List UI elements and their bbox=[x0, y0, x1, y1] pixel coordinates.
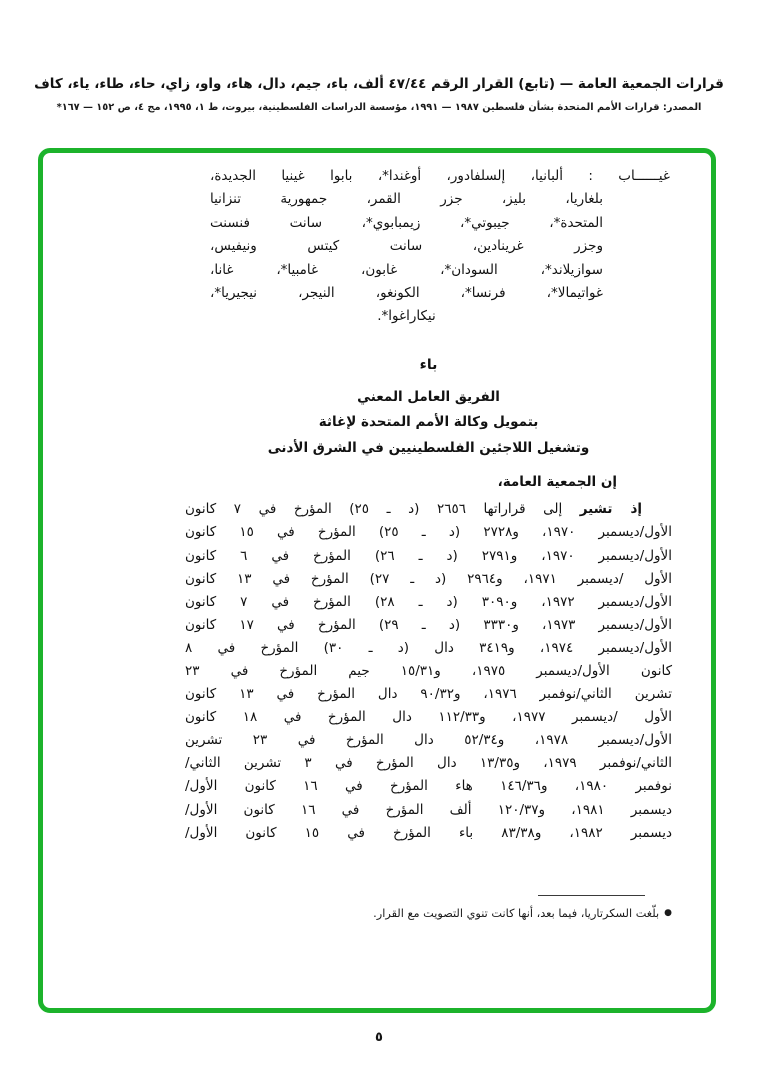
recital-line: تشرين الثاني/نوفمبر ١٩٧٦، و٩٠/٣٢ دال المؤرخ في ١٣ كانون bbox=[185, 686, 672, 703]
absent-list-line: بلغاريا، بليز، جزر القمر، جمهورية تنزانيا bbox=[210, 191, 603, 208]
recital-line: الأول/ديسمبر ١٩٧٣، و٣٣٣٠ (د ـ ٢٩) المؤرخ في ١٧ كانون bbox=[185, 616, 672, 633]
absent-list-line: المتحدة*، جيبوتي*، زيمبابوي*، سانت فنسنت bbox=[210, 214, 603, 231]
assembly-opening-phrase: إن الجمعية العامة، bbox=[497, 474, 617, 491]
absent-list-line: وجزر غرينادين، سانت كيتس ونيفيس، bbox=[210, 238, 603, 255]
footnote-text: بلّغت السكرتاريا، فيما بعد، أنها كانت تنوي التصويت مع القرار. bbox=[373, 906, 660, 920]
recital-line: كانون الأول/ديسمبر ١٩٧٥، و١٥/٣١ جيم المؤرخ في ٢٣ bbox=[185, 663, 673, 679]
absent-list-line: نيكاراغوا*. bbox=[377, 308, 436, 325]
recital-line: الثاني/نوفمبر ١٩٧٩، و١٣/٣٥ دال المؤرخ في ٣ تشرين الثاني/ bbox=[185, 755, 672, 772]
absent-list-line: غواتيمالا*، فرنسا*، الكونغو، النيجر، نيجيريا*، bbox=[210, 285, 603, 302]
footnote bbox=[185, 905, 672, 923]
recital-line: الأول/ديسمبر ١٩٧٠، و٢٧٢٨ (د ـ ٢٥) المؤرخ في ١٥ كانون bbox=[185, 524, 672, 541]
recital-line: الأول/ديسمبر ١٩٧٤، و٣٤١٩ دال (د ـ ٣٠) المؤرخ في ٨ bbox=[185, 639, 672, 656]
footnote-bullet-icon: ● bbox=[664, 908, 672, 919]
working-group-title-line: وتشغيل اللاجئين الفلسطينيين في الشرق الأدنى bbox=[267, 439, 590, 456]
document-header-title: قرارات الجمعية العامة — (تابع) القرار الرقم ٤٧/٤٤ ألف، باء، جيم، دال، هاء، واو، زاي، حاء، طاء، ياء، كاف bbox=[34, 76, 724, 92]
footnote-separator-rule bbox=[538, 895, 645, 896]
working-group-title-line: الفريق العامل المعني bbox=[357, 388, 500, 405]
source-citation-line: المصدر: قرارات الأمم المتحدة بشأن فلسطين ١٩٨٧ — ١٩٩١، مؤسسة الدراسات الفلسطينية، بيروت، ط ١، ١٩٩٥، مج ٤، ص ١٥٢ — ١٦٧* bbox=[56, 102, 702, 113]
recital-line: ديسمبر ١٩٨٢، و٨٣/٣٨ باء المؤرخ في ١٥ كانون الأول/ bbox=[185, 824, 672, 841]
recital-line: ديسمبر ١٩٨١، و١٢٠/٣٧ ألف المؤرخ في ١٦ كانون الأول/ bbox=[185, 801, 672, 818]
recital-line-text: إلى قراراتها ٢٦٥٦ (د ـ ٢٥) المؤرخ في ٧ كانون bbox=[185, 501, 580, 518]
recital-lead-phrase: إذ تشير bbox=[579, 501, 642, 518]
absent-list-line: سوازيلاند*، السودان*، غابون، غامبيا*، غانا، bbox=[210, 261, 603, 278]
recital-paragraph bbox=[185, 498, 672, 844]
recital-line: الأول /ديسمبر ١٩٧٧، و١١٢/٣٣ دال المؤرخ في ١٨ كانون bbox=[185, 709, 672, 726]
recital-line: الأول /ديسمبر ١٩٧١، و٢٩٦٤ (د ـ ٢٧) المؤرخ في ١٣ كانون bbox=[185, 570, 672, 587]
section-letter-heading: باء bbox=[419, 356, 438, 373]
page-number: ٥ bbox=[375, 1030, 383, 1045]
recital-line: نوفمبر ١٩٨٠، و١٤٦/٣٦ هاء المؤرخ في ١٦ كانون الأول/ bbox=[185, 778, 672, 795]
working-group-title-line: بتمويل وكالة الأمم المتحدة لإغاثة bbox=[318, 414, 539, 431]
green-border-frame bbox=[38, 148, 716, 1013]
working-group-title bbox=[185, 385, 672, 462]
recital-line: الأول/ديسمبر ١٩٧٢، و٣٠٩٠ (د ـ ٢٨) المؤرخ في ٧ كانون bbox=[185, 593, 672, 610]
absent-list bbox=[185, 165, 672, 329]
recital-line: الأول/ديسمبر ١٩٧٠، و٢٧٩١ (د ـ ٢٦) المؤرخ في ٦ كانون bbox=[185, 547, 672, 564]
recital-line bbox=[185, 498, 672, 521]
absent-list-line: غيــــــاب : ألبانيا، إلسلفادور، أوغندا*، بابوا غينيا الجديدة، bbox=[210, 168, 670, 184]
resolution-body bbox=[43, 153, 711, 1008]
recital-line: الأول/ديسمبر ١٩٧٨، و٥٢/٣٤ دال المؤرخ في ٢٣ تشرين bbox=[185, 732, 673, 749]
